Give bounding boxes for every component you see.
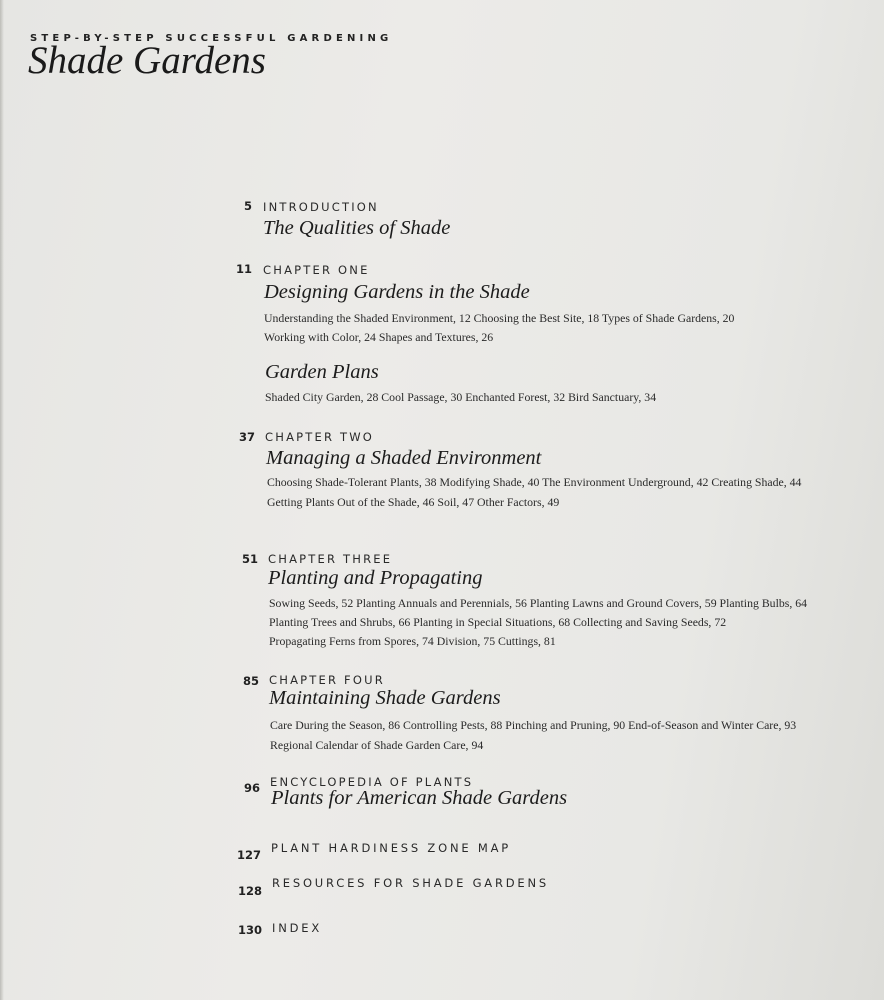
subtopic-line: Understanding the Shaded Environment, 12 Choosing the Best Site, 18 Types of Shade Gardens, 20: [264, 311, 735, 325]
subtopic-line: Working with Color, 24 Shapes and Textures, 26: [264, 330, 494, 344]
section-label: RESOURCES FOR SHADE GARDENS: [272, 876, 549, 890]
book-title: Shade Gardens: [28, 39, 266, 82]
section-label: CHAPTER TWO: [265, 430, 375, 444]
section-label: CHAPTER ONE: [263, 263, 370, 277]
page-number: 130: [237, 923, 262, 937]
subtopic-line: Propagating Ferns from Spores, 74 Division, 75 Cuttings, 81: [269, 634, 556, 648]
subtopic-line: Choosing Shade-Tolerant Plants, 38 Modifying Shade, 40 The Environment Underground, 42 Creating Shade, 44: [267, 475, 802, 489]
page-number: 127: [236, 848, 261, 862]
section-heading: Planting and Propagating: [268, 567, 483, 589]
section-label: CHAPTER THREE: [268, 552, 393, 566]
subtopic-line: Care During the Season, 86 Controlling Pests, 88 Pinching and Pruning, 90 End-of-Season and Winter Care, 93: [270, 718, 797, 732]
section-label: ENCYCLOPEDIA OF PLANTS: [270, 775, 474, 789]
page-number: 96: [243, 781, 260, 795]
section-heading: Managing a Shaded Environment: [266, 447, 542, 469]
section-label: INTRODUCTION: [263, 200, 379, 214]
section-heading: Plants for American Shade Gardens: [271, 787, 568, 809]
section-label: PLANT HARDINESS ZONE MAP: [271, 841, 512, 855]
page-number: 128: [237, 884, 262, 898]
section-label: INDEX: [272, 921, 322, 935]
page-number: 5: [243, 199, 252, 213]
subtopic-line: Regional Calendar of Shade Garden Care, 94: [270, 738, 484, 752]
section-heading: Maintaining Shade Gardens: [269, 687, 501, 709]
series-title: STEP-BY-STEP SUCCESSFUL GARDENING: [30, 33, 393, 44]
subtopic-line: Planting Trees and Shrubs, 66 Planting in Special Situations, 68 Collecting and Saving Seeds, 72: [269, 615, 727, 629]
section-label: CHAPTER FOUR: [269, 673, 385, 687]
page-number: 11: [235, 262, 252, 276]
section-heading: Designing Gardens in the Shade: [264, 281, 530, 303]
section-heading: The Qualities of Shade: [263, 217, 451, 239]
page-number: 51: [241, 552, 258, 566]
subtopic-line: Sowing Seeds, 52 Planting Annuals and Perennials, 56 Planting Lawns and Ground Covers, 59 Planting Bulbs, 64: [269, 596, 808, 610]
page-number: 85: [242, 674, 259, 688]
page-edge-shadow: [0, 0, 4, 1000]
page-number: 37: [238, 430, 255, 444]
subtopic-line: Getting Plants Out of the Shade, 46 Soil, 47 Other Factors, 49: [267, 495, 560, 509]
subtopic-line: Shaded City Garden, 28 Cool Passage, 30 Enchanted Forest, 32 Bird Sanctuary, 34: [265, 390, 657, 404]
section-subheading: Garden Plans: [265, 361, 379, 383]
